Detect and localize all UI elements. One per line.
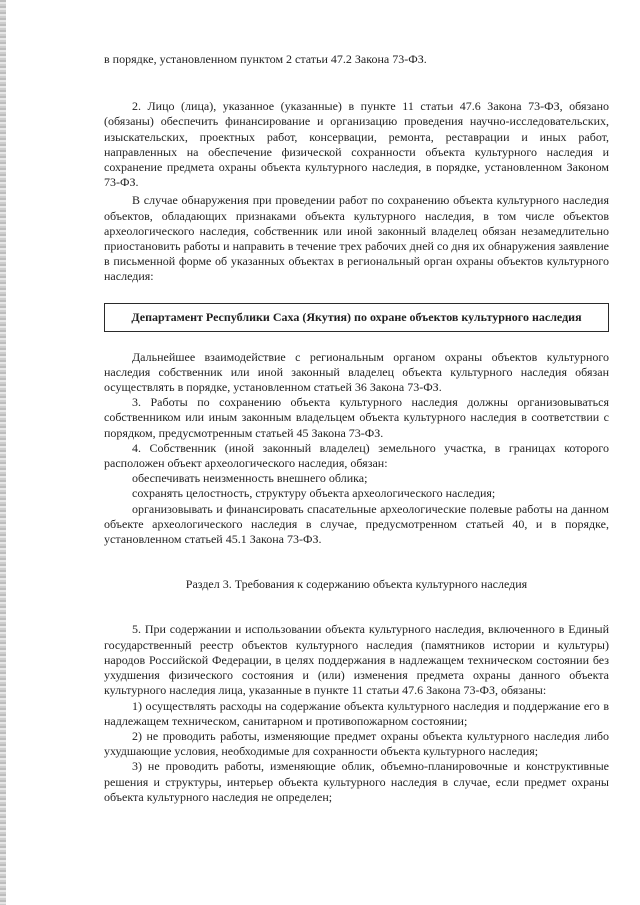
paragraph-obligation-integrity: сохранять целостность, структуру объекта археологического наследия;	[132, 486, 496, 501]
paragraph-obligation-excavation: организовывать и финансировать спасательные археологические полевые работы на данном объекте археологического наследия в случае, предусмотренном статьей 40, и в порядке, установленном статьей 45.1 Закона 73-ФЗ.	[104, 501, 609, 547]
paragraph-interaction: Дальнейшее взаимодействие с региональным органом охраны объектов культурного наследия собственник или иной законный владелец объекта культурного наследия обязан осуществлять в порядке, установленном статьей 36 Закона 73-ФЗ.	[104, 349, 609, 395]
paragraph-obligation-appearance: обеспечивать неизменность внешнего облика;	[132, 471, 368, 486]
paragraph-item-4: 4. Собственник (иной законный владелец) земельного участка, в границах которого расположен объект археологического наследия, обязан:	[104, 440, 609, 471]
authority-box: Департамент Республики Саха (Якутия) по охране объектов культурного наследия	[104, 303, 609, 332]
paragraph-item-2: 2. Лицо (лица), указанное (указанные) в пункте 11 статьи 47.6 Закона 73-ФЗ, обязано (обязаны) обеспечить финансирование и организацию проведения научно-исследовательских, изыскательских, проектных работ, консервации, ремонта, реставрации и иных работ, направленных на обеспечение физической сохранности объекта культурного наследия и сохранение предмета охраны объекта культурного наследия, в порядке, установленном Законом 73-ФЗ.	[104, 99, 609, 190]
document-page	[104, 52, 609, 805]
paragraph-item-5: 5. При содержании и использовании объекта культурного наследия, включенного в Единый государственный реестр объектов культурного наследия (памятников истории и культуры) народов Российской Федерации, в целях поддержания в надлежащем техническом состоянии без ухудшения физического состояния и (или) изменения предмета охраны данного объекта культурного наследия лица, указанные в пункте 11 статьи 47.6 Закона 73-ФЗ, обязаны:	[104, 622, 609, 698]
paragraph-subitem-3: 3) не проводить работы, изменяющие облик, объемно-планировочные и конструктивные решения и структуры, интерьер объекта культурного наследия в случае, если предмет охраны объекта культурного наследия не определен;	[104, 759, 609, 804]
paragraph-item-3: 3. Работы по сохранению объекта культурного наследия должны организовываться собственником или иным законным владельцем объекта культурного наследия в соответствии с порядком, предусмотренным статьей 45 Закона 73-ФЗ.	[104, 395, 609, 440]
scan-edge	[0, 0, 6, 905]
section-3-heading: Раздел 3. Требования к содержанию объекта культурного наследия	[185, 577, 528, 592]
paragraph-continuation: в порядке, установленном пунктом 2 статьи 47.2 Закона 73-ФЗ.	[104, 52, 427, 66]
paragraph-discovery: В случае обнаружения при проведении работ по сохранению объекта культурного наследия объектов, обладающих признаками объекта культурного наследия, в том числе объектов археологического наследия, собственник или иной законный владелец обязан незамедлительно приостановить работы и направить в течение трех рабочих дней со дня их обнаружения заявление в письменной форме об указанных объектах в региональный орган охраны объектов культурного наследия:	[104, 193, 609, 284]
paragraph-subitem-2: 2) не проводить работы, изменяющие предмет охраны объекта культурного наследия либо ухудшающие условия, необходимые для сохранности объекта культурного наследия;	[104, 728, 609, 759]
paragraph-subitem-1: 1) осуществлять расходы на содержание объекта культурного наследия и поддержание его в надлежащем техническом, санитарном и противопожарном состоянии;	[104, 698, 609, 728]
